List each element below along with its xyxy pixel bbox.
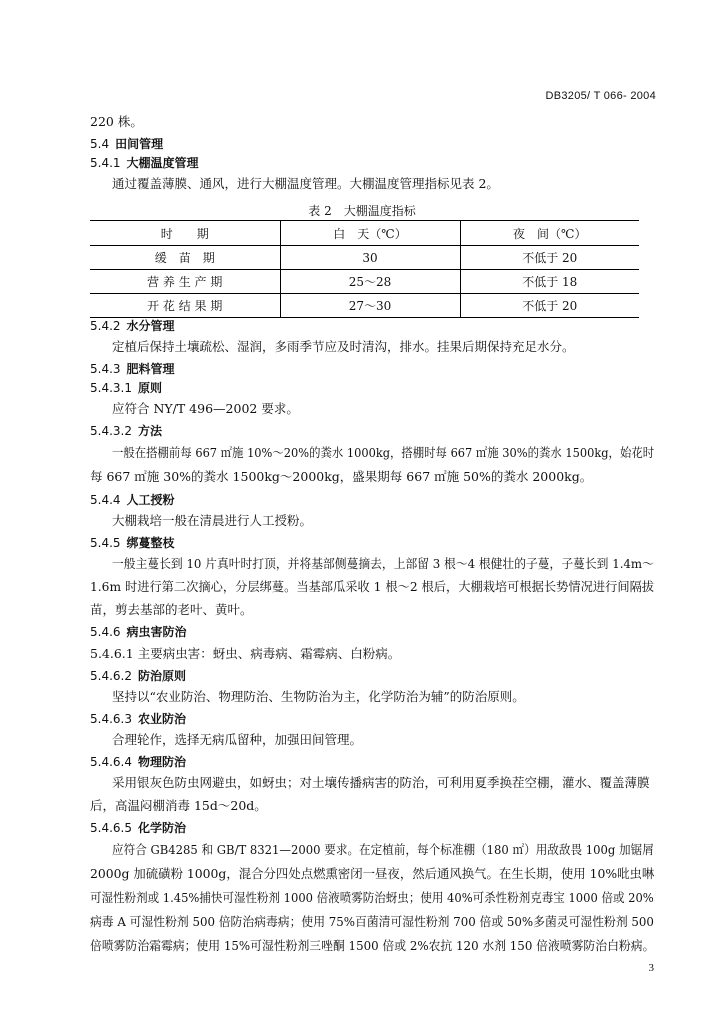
- table-cell: 开 花 结 果 期: [90, 294, 280, 318]
- paragraph-line: 倍喷雾防治霜霉病；使用 15%可湿性粉剂三唑酮 1500 倍或 2%农抗 120 水剂 150 倍液喷雾防治白粉病。: [90, 938, 655, 953]
- section-title: 病虫害防治: [126, 625, 187, 639]
- section-number: 5.4.2: [90, 319, 121, 333]
- paragraph-line: 坚持以“农业防治、物理防治、生物防治为主，化学防治为辅”的防治原则。: [112, 689, 525, 704]
- table-cell: 不低于 20: [460, 294, 639, 318]
- section-heading: [90, 380, 162, 396]
- section-heading: [90, 155, 199, 171]
- table-caption-title: 大棚温度指标: [343, 204, 416, 218]
- temperature-table: [90, 220, 639, 318]
- section-title: 水分管理: [126, 319, 175, 333]
- table-cell: 25～28: [280, 270, 460, 294]
- section-title: 农业防治: [137, 712, 186, 726]
- table-header-cell: 白 天（℃）: [280, 221, 460, 246]
- paragraph-line: 220 株。: [90, 114, 143, 129]
- section-title: 田间管理: [115, 137, 164, 151]
- paragraph-line: 5.4.6.1 主要病虫害：蚜虫、病毒病、霜霉病、白粉病。: [90, 646, 401, 661]
- section-heading: [90, 820, 186, 836]
- table-cell: 不低于 20: [460, 246, 639, 270]
- table-cell: 30: [280, 246, 460, 270]
- section-number: 5.4.4: [90, 493, 121, 507]
- paragraph-line: 2000g 加硫磺粉 1000g，混合分四处点燃熏密闭一昼夜，然后通风换气。在生长期，使用 10%吡虫啉: [90, 866, 655, 881]
- table-header-row: [90, 221, 639, 246]
- section-heading: [90, 624, 187, 640]
- section-title: 物理防治: [137, 755, 186, 769]
- paragraph-line: 通过覆盖薄膜、通风，进行大棚温度管理。大棚温度管理指标见表 2。: [112, 176, 499, 191]
- section-heading: [90, 668, 186, 684]
- section-number: 5.4.1: [90, 156, 121, 170]
- table-caption: [0, 202, 724, 219]
- section-title: 大棚温度管理: [126, 156, 199, 170]
- section-heading: [90, 318, 175, 334]
- paragraph-line: 后，高温闷棚消毒 15d～20d。: [90, 798, 267, 813]
- table-row: [90, 246, 639, 270]
- document-code: DB3205/ T 066- 2004: [545, 90, 656, 102]
- section-heading: [90, 535, 175, 551]
- table-row: [90, 294, 639, 318]
- section-number: 5.4: [90, 137, 110, 151]
- paragraph-line: 定植后保持土壤疏松、湿润，多雨季节应及时清沟，排水。挂果后期保持充足水分。: [112, 339, 575, 354]
- section-heading: [90, 492, 175, 508]
- table-cell: 不低于 18: [460, 270, 639, 294]
- section-heading: [90, 711, 186, 727]
- paragraph-line: 大棚栽培一般在清晨进行人工授粉。: [112, 513, 313, 528]
- page-number: 3: [648, 962, 654, 974]
- paragraph-line: 苗，剪去基部的老叶、黄叶。: [90, 602, 253, 617]
- table-header-cell: 时 期: [90, 221, 280, 246]
- section-number: 5.4.6.2: [90, 669, 132, 683]
- table-cell: 缓 苗 期: [90, 246, 280, 270]
- section-heading: [90, 136, 163, 152]
- paragraph-line: 一般在搭棚前每 667 ㎡施 10%～20%的粪水 1000kg，搭棚时每 667 ㎡施 30%的粪水 1500kg，始花时: [112, 445, 655, 460]
- section-title: 绑蔓整枝: [126, 536, 175, 550]
- table-row: [90, 270, 639, 294]
- paragraph-line: 病毒 A 可湿性粉剂 500 倍防治病毒病；使用 75%百菌清可湿性粉剂 700 倍或 50%多菌灵可湿性粉剂 500: [90, 914, 654, 929]
- section-number: 5.4.6.3: [90, 712, 132, 726]
- section-number: 5.4.6.5: [90, 821, 132, 835]
- paragraph-line: 每 667 ㎡施 30%的粪水 1500kg～2000kg，盛果期每 667 ㎡施 50%的粪水 2000kg。: [90, 469, 593, 484]
- table-header-cell: 夜 间（℃）: [460, 221, 639, 246]
- section-heading: [90, 754, 186, 770]
- section-title: 原则: [137, 381, 162, 395]
- section-number: 5.4.3.1: [90, 381, 132, 395]
- section-title: 肥料管理: [126, 362, 175, 376]
- table-cell: 营 养 生 产 期: [90, 270, 280, 294]
- section-title: 防治原则: [137, 669, 186, 683]
- paragraph-line: 合理轮作，选择无病瓜留种，加强田间管理。: [112, 732, 363, 747]
- table-caption-number: 表 2: [308, 204, 332, 218]
- paragraph-line: 应符合 NY/T 496—2002 要求。: [112, 401, 299, 416]
- paragraph-line: 一般主蔓长到 10 片真叶时打顶，并将基部侧蔓摘去，上部留 3 根～4 根健壮的子蔓，子蔓长到 1.4m～: [112, 556, 654, 571]
- section-heading: [90, 361, 175, 377]
- section-number: 5.4.5: [90, 536, 121, 550]
- section-title: 化学防治: [137, 821, 186, 835]
- section-heading: [90, 423, 162, 439]
- paragraph-line: 应符合 GB4285 和 GB/T 8321—2000 要求。在定植前，每个标准棚（180 ㎡）用敌敌畏 100g 加锯屑: [112, 842, 654, 857]
- section-number: 5.4.3.2: [90, 424, 132, 438]
- paragraph-line: 1.6m 时进行第二次摘心，分层绑蔓。当基部瓜采收 1 根～2 根后，大棚栽培可根据长势情况进行间隔拔: [90, 579, 655, 594]
- paragraph-line: 可湿性粉剂或 1.45%捕快可湿性粉剂 1000 倍液喷雾防治蚜虫；使用 40%可杀性粉剂克毒宝 1000 倍或 20%: [90, 890, 654, 905]
- paragraph-line: 采用银灰色防虫网避虫，如蚜虫；对土壤传播病害的防治，可利用夏季换茬空棚，灌水、覆盖薄膜: [112, 775, 650, 790]
- section-title: 人工授粉: [126, 493, 175, 507]
- section-title: 方法: [137, 424, 162, 438]
- section-number: 5.4.6.4: [90, 755, 132, 769]
- section-number: 5.4.6: [90, 625, 121, 639]
- table-cell: 27～30: [280, 294, 460, 318]
- section-number: 5.4.3: [90, 362, 121, 376]
